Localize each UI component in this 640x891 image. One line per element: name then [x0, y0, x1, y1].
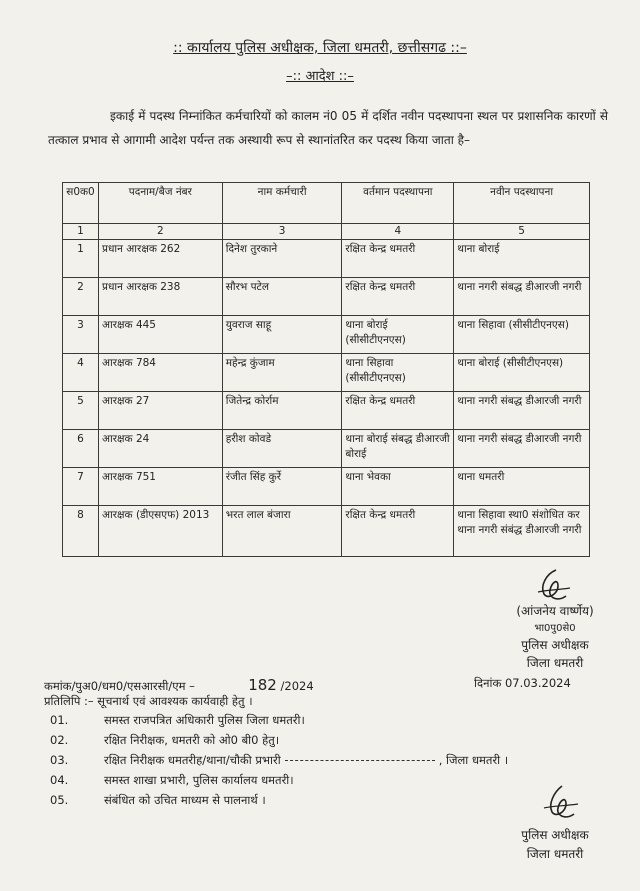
- table-row: [63, 430, 590, 468]
- cell-rank: प्रधान आरक्षक 238: [98, 278, 222, 316]
- copy-item-no: 04.: [50, 773, 69, 787]
- date-label: दिनांक: [474, 676, 502, 690]
- cell-new: थाना धमतरी: [454, 468, 590, 506]
- cell-current: थाना बोराई (सीसीटीएनएस): [342, 316, 454, 354]
- cell-rank: आरक्षक 27: [98, 392, 222, 430]
- intro-paragraph: [48, 104, 608, 152]
- cell-name: युवराज साहू: [222, 316, 342, 354]
- transfer-table: [62, 182, 590, 557]
- cell-current: थाना बोराई संबद्ध डीआरजी बोराई: [342, 430, 454, 468]
- copy-item-text: समस्त शाखा प्रभारी, पुलिस कार्यालय धमतरी।: [104, 773, 294, 787]
- table-row: [63, 316, 590, 354]
- cell-current: रक्षित केन्द्र धमतरी: [342, 506, 454, 557]
- reference-number: [44, 676, 314, 694]
- cell-name: रंजीत सिंह कुर्रे: [222, 468, 342, 506]
- header-current-posting: वर्तमान पदस्थापना: [342, 183, 454, 224]
- column-number-row: [63, 224, 590, 240]
- table-row: [63, 506, 590, 557]
- cell-name: सौरभ पटेल: [222, 278, 342, 316]
- cell-sn: 1: [63, 240, 99, 278]
- signature-image: [528, 564, 574, 604]
- signatory-designation: पुलिस अधीक्षक: [521, 638, 589, 652]
- cell-sn: 8: [63, 506, 99, 557]
- footer-district: जिला धमतरी: [526, 847, 584, 861]
- table-row: [63, 278, 590, 316]
- copy-item-text: संबंधित को उचित माध्यम से पालनार्थ ।: [104, 793, 266, 807]
- cell-current: थाना भेवका: [342, 468, 454, 506]
- order-title-text: –:: आदेश ::–: [286, 69, 354, 84]
- blank-line: [285, 760, 435, 761]
- cell-new: थाना सिहावा (सीसीटीएनएस): [454, 316, 590, 354]
- cell-sn: 7: [63, 468, 99, 506]
- reference-date: [474, 676, 571, 691]
- cell-rank: आरक्षक 751: [98, 468, 222, 506]
- cell-name: महेन्द्र कुंजाम: [222, 354, 342, 392]
- cell-sn: 4: [63, 354, 99, 392]
- cell-name: जितेन्द्र कोर्राम: [222, 392, 342, 430]
- cell-sn: 2: [63, 278, 99, 316]
- cell-rank: आरक्षक (डीएसएफ) 2013: [98, 506, 222, 557]
- cell-new: थाना सिहावा स्था0 संशोधित कर थाना नगरी संबंद्ध डीआरजी नगरी: [454, 506, 590, 557]
- cell-sn: 6: [63, 430, 99, 468]
- table-row: [63, 354, 590, 392]
- header-new-posting: नवीन पदस्थापना: [454, 183, 590, 224]
- copy-item-suffix: , जिला धमतरी ।: [438, 753, 509, 767]
- cell-new: थाना नगरी संबद्ध डीआरजी नगरी: [454, 278, 590, 316]
- signatory-service: भा0पु0से0: [534, 623, 576, 634]
- cell-new: थाना बोराई: [454, 240, 590, 278]
- table-row: [63, 392, 590, 430]
- reference-serial: 182: [248, 676, 277, 694]
- cell-current: रक्षित केन्द्र धमतरी: [342, 240, 454, 278]
- cell-name: भरत लाल बंजारा: [222, 506, 342, 557]
- col-num: 2: [98, 224, 222, 240]
- intro-text: इकाई में पदस्थ निम्नांकित कर्मचारियों को कालम नं0 05 में दर्शित नवीन पदस्थापना स्थल पर प्रशासनिक कारणों से तत्काल प्रभाव से आगामी आदेश पर्यन्त तक अस्थायी रूप से स्थानांतरित कर पदस्थ किया जाता है–: [48, 109, 608, 147]
- cell-new: थाना बोराई (सीसीटीएनएस): [454, 354, 590, 392]
- cell-sn: 3: [63, 316, 99, 354]
- copy-item-no: 01.: [50, 713, 69, 727]
- table-row: [63, 468, 590, 506]
- col-num: 3: [222, 224, 342, 240]
- cell-rank: आरक्षक 445: [98, 316, 222, 354]
- date-value: 07.03.2024: [504, 676, 571, 690]
- footer-designation: पुलिस अधीक्षक: [521, 828, 589, 842]
- cell-sn: 5: [63, 392, 99, 430]
- cell-current: रक्षित केन्द्र धमतरी: [342, 392, 454, 430]
- copy-item-no: 02.: [50, 733, 69, 747]
- cell-new: थाना नगरी संबद्ध डीआरजी नगरी: [454, 392, 590, 430]
- office-title: [0, 38, 640, 57]
- cell-rank: आरक्षक 24: [98, 430, 222, 468]
- cell-current: थाना सिहावा (सीसीटीएनएस): [342, 354, 454, 392]
- copy-item-no: 03.: [50, 753, 69, 767]
- col-num: 5: [454, 224, 590, 240]
- signatory-district: जिला धमतरी: [526, 656, 584, 670]
- order-title: [0, 66, 640, 84]
- table-header-row: [63, 183, 590, 224]
- signatory-name: (आंजनेय वार्ष्णेय): [516, 604, 594, 618]
- cell-name: दिनेश तुरकाने: [222, 240, 342, 278]
- copy-item-line: [104, 753, 508, 768]
- copy-heading: प्रतिलिपि :– सूचनार्थ एवं आवश्यक कार्यवाही हेतु ।: [44, 694, 253, 708]
- office-title-text: :: कार्यालय पुलिस अधीक्षक, जिला धमतरी, छत्तीसगढ ::–: [173, 40, 467, 56]
- col-num: 4: [342, 224, 454, 240]
- cell-new: थाना नगरी संबद्ध डीआरजी नगरी: [454, 430, 590, 468]
- header-sn: स0क0: [63, 183, 99, 224]
- header-name: नाम कर्मचारी: [222, 183, 342, 224]
- header-rank: पदनाम/बैज नंबर: [98, 183, 222, 224]
- copy-item-text: रक्षित निरीक्षक धमतरीह/थाना/चौकी प्रभारी: [104, 753, 281, 767]
- reference-prefix: कमांक/पुअ0/धम0/एसआरसी/एम –: [44, 679, 195, 693]
- cell-current: रक्षित केन्द्र धमतरी: [342, 278, 454, 316]
- table-row: [63, 240, 590, 278]
- signature-image: [538, 782, 582, 822]
- copy-item-text: रक्षित निरीक्षक, धमतरी को ओ0 बी0 हेतु।: [104, 733, 280, 747]
- reference-year: /2024: [280, 679, 314, 693]
- cell-rank: आरक्षक 784: [98, 354, 222, 392]
- col-num: 1: [63, 224, 99, 240]
- cell-name: हरीश कोवडे: [222, 430, 342, 468]
- cell-rank: प्रधान आरक्षक 262: [98, 240, 222, 278]
- copy-item-text: समस्त राजपत्रित अधिकारी पुलिस जिला धमतरी।: [104, 713, 305, 727]
- copy-item-no: 05.: [50, 793, 69, 807]
